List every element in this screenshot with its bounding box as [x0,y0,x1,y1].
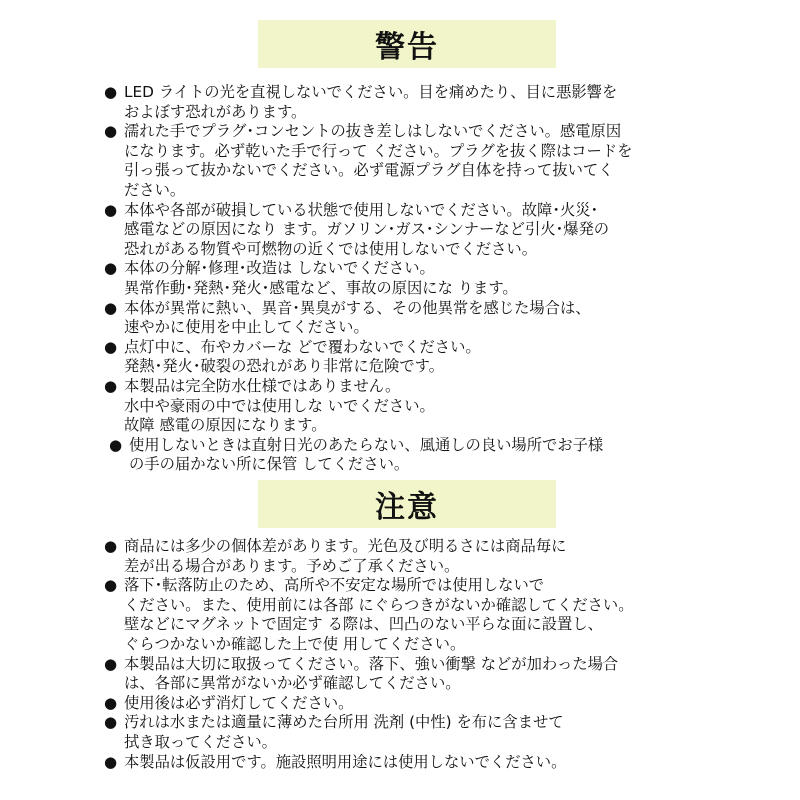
warning-item-line: 濡れた手でプラグ･コンセントの抜き差しはしないでください。感電原因 [124,122,622,141]
warning-item [104,377,784,436]
bullet-icon: ● [104,122,118,141]
bullet-icon: ● [104,654,118,673]
caution-item-line: ぐらつかないか確認した上で使 用してください。 [124,634,466,653]
warning-item-line: 本体や各部が破損している状態で使用しないでください。故障･火災･ [124,200,599,219]
bullet-icon: ● [104,376,118,395]
caution-item [104,694,784,714]
warning-item-line: 水中や豪雨の中では使用しな いでください。 [124,396,435,415]
caution-heading: 注意 [258,480,556,528]
bullet-icon: ● [104,752,118,771]
caution-item-text [124,576,784,654]
warning-item-line: 使用しないときは直射日光のあたらない、風通しの良い場所でお子様 [129,435,604,454]
caution-item [104,753,784,773]
warning-item-text [124,299,784,338]
warning-item-line: 引っ張って抜かないでください。必ず電源プラグ自体を持って抜いてく [124,161,614,180]
warning-item-text [124,201,784,260]
caution-item-line: ください。また、使用前には各部 にぐらつきがないか確認してください。 [124,595,634,614]
warning-item-line: LED ライトの光を直視しないでください。目を痛めたり、目に悪影響を [124,83,618,101]
warning-item-line: 速やかに使用を中止してください。 [124,318,369,337]
bullet-icon: ● [104,200,118,219]
warning-item-text [124,259,784,298]
bullet-icon: ● [109,435,123,454]
bullet-icon: ● [104,713,118,732]
caution-item [104,537,784,576]
caution-item-text [124,655,784,694]
warning-item [104,299,784,338]
warning-item-line: ださい。 [124,180,186,199]
caution-item [104,576,784,654]
caution-item [104,655,784,694]
warning-item-line: になります。必ず乾いた手で行って ください。プラグを抜く際はコードを [124,141,633,160]
caution-item-text [124,537,784,576]
warning-item [104,436,784,475]
warning-heading: 警告 [258,20,556,68]
warning-item-line: 感電などの原因になり ます。ガソリン･ガス･シンナーなど引火･爆発の [124,220,610,239]
warning-item-line: 本体の分解･修理･改造は しないでください。 [124,259,435,278]
caution-item-text [124,713,784,752]
warning-item [104,259,784,298]
caution-item-line: 使用後は必ず消灯してください。 [124,693,354,712]
caution-item-line: 本製品は大切に取扱ってください。落下、強い衝撃 などが加わった場合 [124,654,619,673]
caution-list [104,537,784,772]
warning-item-text [124,83,784,122]
warning-item-text [129,436,784,475]
bullet-icon: ● [104,298,118,317]
caution-item [104,713,784,752]
bullet-icon: ● [104,537,118,555]
caution-item-line: 差が出る場合があります。予めご了承ください。 [124,556,460,575]
caution-item-line: 拭き取ってください。 [124,732,277,751]
warning-item-text [124,338,784,377]
caution-item-text [124,694,784,714]
bullet-icon: ● [104,259,118,278]
warning-item-text [124,122,784,200]
warning-item-line: 故障 感電の原因になります。 [124,416,327,435]
warning-item-line: 発熱･発火･破裂の恐れがあり非常に危険です。 [124,357,445,376]
warning-item [104,83,784,122]
warning-item [104,201,784,260]
warning-item-line: およぼす恐れがあります。 [124,102,307,121]
bullet-icon: ● [104,83,118,101]
caution-item-line: 汚れは水または適量に薄めた台所用 洗剤 (中性) を布に含ませて [124,713,564,732]
warning-item-line: の手の届かない所に保管 してください。 [129,455,410,474]
warning-item-text [124,377,784,436]
warning-list [104,83,784,475]
caution-item-line: 落下･転落防止のため、高所や不安定な場所では使用しないで [124,576,545,595]
warning-item-line: 異常作動･発熱･発火･感電など、事故の原因にな ります。 [124,278,518,297]
caution-item-line: 商品には多少の個体差があります。光色及び明るさには商品毎に [124,537,567,555]
bullet-icon: ● [104,693,118,712]
caution-item-line: 本製品は仮設用です。施設照明用途には使用しないでください。 [124,752,567,771]
warning-item-line: 恐れがある物質や可燃物の近くでは使用しないでください。 [124,239,538,258]
bullet-icon: ● [104,576,118,595]
warning-item [104,338,784,377]
bullet-icon: ● [104,337,118,356]
warning-item-line: 本製品は完全防水仕様ではありません。 [124,376,401,395]
caution-item-text [124,753,784,773]
warning-item-line: 点灯中に、布やカバーな どで覆わないでください。 [124,337,481,356]
caution-item-line: 壁などにマグネットで固定す る際は、凹凸のない平らな面に設置し、 [124,615,603,634]
warning-item-line: 本体が異常に熱い、異音･異臭がする、その他異常を感じた場合は、 [124,298,591,317]
caution-item-line: は、各部に異常がないか必ず確認してください。 [124,674,461,693]
warning-item [104,122,784,200]
